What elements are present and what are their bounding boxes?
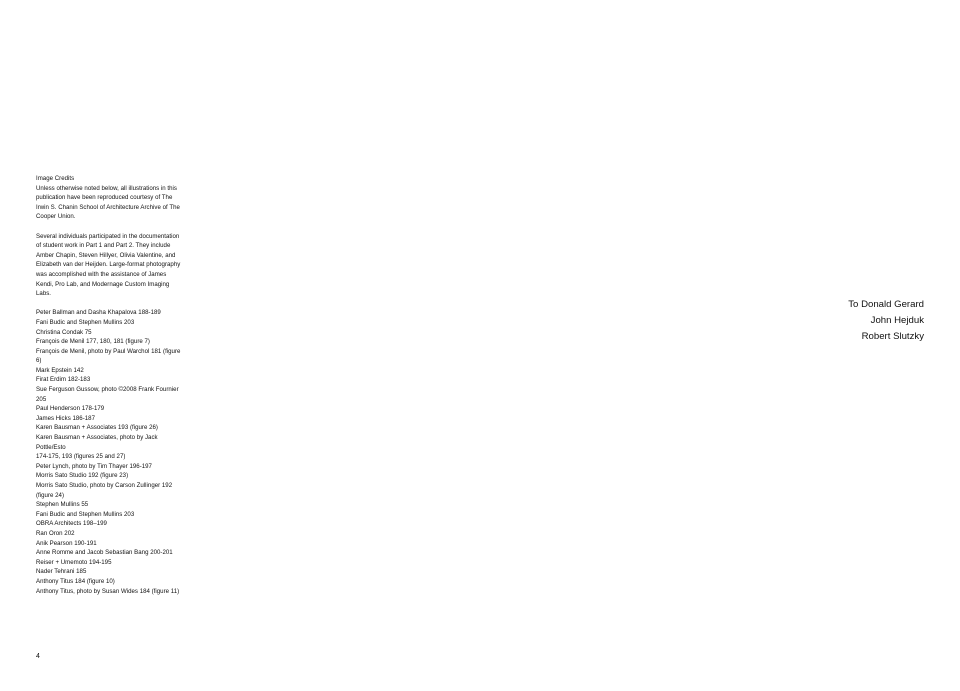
credit-entry: Nader Tehrani 185 [36,568,87,576]
credit-entry: Anne Romme and Jacob Sebastian Bang 200-201 [36,549,173,557]
credits-contributors-paragraph: Several individuals participated in the documentation of student work in Part 1 and Part 2. They include Amber Chapin, Steven Hillyer, Olivia Valentine, and Elizabeth van der Heijden. Large-format photography was accomplished with the assistance of James Kendi, Pro Lab, and Modernage Custom Imaging Labs. [36,232,181,298]
credit-entry: Firat Erdim 182-183 [36,376,91,384]
credit-entry: Stephen Mullins 55 [36,501,89,509]
credit-entry: 174-175, 193 (figures 25 and 27) [36,453,126,461]
dedication-line: Robert Slutzky [861,331,924,342]
credit-entry: François de Menil, photo by Paul Warchol 181 (figure 6) [36,347,181,365]
credit-list [36,308,184,596]
credit-entry: Sue Ferguson Gussow, photo ©2008 Frank Fournier 205 [36,386,179,403]
credits-title: Image Credits [36,175,75,182]
credit-entry: Anthony Titus 184 (figure 10) [36,577,115,585]
credit-entry: Karen Bausman + Associates 193 (figure 26) [36,424,158,432]
dedication [704,297,924,345]
credit-entry: Fani Budic and Stephen Mullins 203 [36,318,135,326]
credit-entry: Christina Condak 75 [36,328,92,336]
credit-entry: Ran Oron 202 [36,529,75,537]
credit-entry: Anthony Titus, photo by Susan Wides 184 (figure 11) [36,587,180,595]
credit-entry: Peter Lynch, photo by Tim Thayer 196-197 [36,462,152,470]
credit-entry: Morris Sato Studio 192 (figure 23) [36,472,129,480]
credit-entry: James Hicks 186-187 [36,414,95,422]
credit-entry: Reiser + Umemoto 194-195 [36,558,112,566]
right-page [480,0,960,691]
credit-entry: Paul Henderson 178-179 [36,405,105,413]
credit-entry: Anik Pearson 190-191 [36,539,97,547]
credits-intro-paragraph: Unless otherwise noted below, all illustrations in this publication have been reproduced courtesy of The Irwin S. Chanin School of Architecture Archive of The Cooper Union. [36,184,180,221]
credit-entry: Peter Ballman and Dasha Khapalova 188-189 [36,309,161,317]
credit-entry: Karen Bausman + Associates, photo by Jack Pottle/Esto [36,434,158,451]
credit-entry: Morris Sato Studio, photo by Carson Zullinger 192 (figure 24) [36,482,173,499]
credit-entry: Fani Budic and Stephen Mullins 203 [36,510,135,518]
credit-entry: OBRA Architects 198–199 [36,520,107,528]
credit-entry: François de Menil 177, 180, 181 (figure 7) [36,338,150,346]
page-number: 4 [36,653,40,660]
credit-entry: Mark Epstein 142 [36,366,84,374]
image-credits-block [36,174,184,596]
dedication-line: To Donald Gerard [848,299,924,310]
dedication-line: John Hejduk [870,315,924,326]
